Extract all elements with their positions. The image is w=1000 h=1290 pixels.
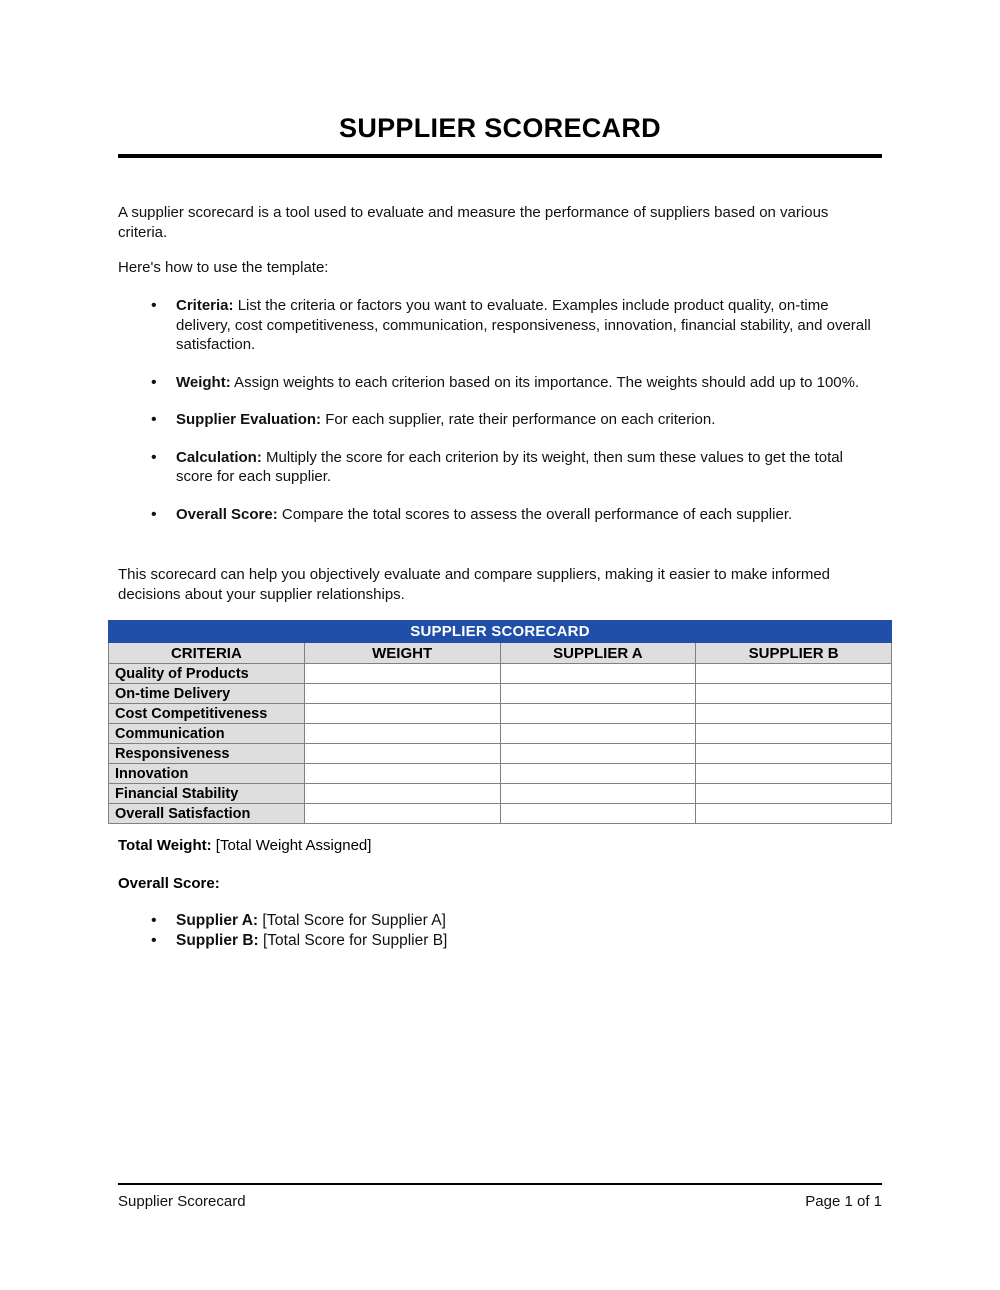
criteria-label: Cost Competitiveness bbox=[109, 704, 305, 724]
column-header-weight: WEIGHT bbox=[304, 643, 500, 664]
weight-input-cell[interactable] bbox=[304, 804, 500, 824]
list-item-term: Criteria: bbox=[176, 297, 234, 314]
supplier-b-input-cell[interactable] bbox=[696, 664, 892, 684]
supplier-b-input-cell[interactable] bbox=[696, 784, 892, 804]
bullet-icon: • bbox=[151, 373, 157, 391]
list-item-text: For each supplier, rate their performance on each criterion. bbox=[321, 411, 716, 428]
intro-paragraph: A supplier scorecard is a tool used to evaluate and measure the performance of suppliers based on various criteria. bbox=[118, 204, 829, 241]
supplier-a-input-cell[interactable] bbox=[500, 684, 696, 704]
footer-document-name: Supplier Scorecard bbox=[118, 1193, 246, 1210]
weight-input-cell[interactable] bbox=[304, 704, 500, 724]
supplier-b-score-value: [Total Score for Supplier B] bbox=[258, 932, 448, 949]
table-banner-title: SUPPLIER SCORECARD bbox=[109, 621, 892, 643]
instructions-list bbox=[118, 296, 878, 542]
bullet-icon: • bbox=[151, 411, 157, 428]
table-row bbox=[109, 764, 892, 784]
footer-page-number: Page 1 of 1 bbox=[805, 1193, 882, 1210]
bullet-icon: • bbox=[151, 932, 157, 949]
list-item bbox=[118, 505, 878, 525]
weight-input-cell[interactable] bbox=[304, 784, 500, 804]
criteria-label: Innovation bbox=[109, 764, 305, 784]
list-item bbox=[118, 911, 858, 931]
list-item bbox=[118, 373, 878, 393]
page-title: SUPPLIER SCORECARD bbox=[339, 113, 661, 143]
supplier-a-input-cell[interactable] bbox=[500, 724, 696, 744]
supplier-b-input-cell[interactable] bbox=[696, 684, 892, 704]
bullet-icon: • bbox=[151, 912, 157, 929]
supplier-b-label: Supplier B: bbox=[176, 932, 259, 949]
supplier-b-input-cell[interactable] bbox=[696, 704, 892, 724]
list-item-term: Calculation: bbox=[176, 448, 262, 466]
list-item-term: Weight: bbox=[176, 373, 231, 391]
total-weight-line bbox=[118, 836, 858, 856]
totals-block bbox=[118, 836, 858, 911]
criteria-label: Communication bbox=[109, 724, 305, 744]
table-row bbox=[109, 684, 892, 704]
closing-paragraph: This scorecard can help you objectively evaluate and compare suppliers, making it easier to make informed decisions about your supplier relationships. bbox=[118, 566, 831, 603]
overall-score-label: Overall Score: bbox=[118, 874, 220, 892]
table-row bbox=[109, 704, 892, 724]
supplier-b-input-cell[interactable] bbox=[696, 744, 892, 764]
weight-input-cell[interactable] bbox=[304, 664, 500, 684]
weight-input-cell[interactable] bbox=[304, 724, 500, 744]
list-item-term: Supplier Evaluation: bbox=[176, 411, 322, 428]
list-item-text: List the criteria or factors you want to evaluate. Examples include product quality, on-time delivery, cost competitiveness, communication, responsiveness, innovation, financial stability, and overall satisfaction. bbox=[176, 297, 871, 353]
howto-lead-in: Here's how to use the template: bbox=[118, 259, 329, 276]
criteria-label: Responsiveness bbox=[109, 744, 305, 764]
table-banner-row bbox=[109, 621, 892, 643]
total-weight-value: [Total Weight Assigned] bbox=[211, 837, 372, 854]
column-header-supplier-a: SUPPLIER A bbox=[500, 643, 696, 664]
footer-divider bbox=[118, 1183, 882, 1185]
table-row bbox=[109, 804, 892, 824]
table-row bbox=[109, 784, 892, 804]
supplier-a-input-cell[interactable] bbox=[500, 744, 696, 764]
supplier-a-input-cell[interactable] bbox=[500, 804, 696, 824]
table-row bbox=[109, 664, 892, 684]
list-item bbox=[118, 931, 858, 951]
list-item bbox=[118, 410, 878, 430]
weight-input-cell[interactable] bbox=[304, 764, 500, 784]
supplier-a-input-cell[interactable] bbox=[500, 664, 696, 684]
list-item-text: Assign weights to each criterion based on its importance. The weights should add up to 100%. bbox=[230, 373, 860, 391]
overall-score-line bbox=[118, 874, 858, 894]
title-divider bbox=[118, 154, 882, 158]
criteria-label: Financial Stability bbox=[109, 784, 305, 804]
supplier-a-score-value: [Total Score for Supplier A] bbox=[258, 912, 446, 929]
bullet-icon: • bbox=[151, 297, 157, 314]
overall-score-list bbox=[118, 911, 858, 951]
criteria-label: Overall Satisfaction bbox=[109, 804, 305, 824]
total-weight-label: Total Weight: bbox=[118, 837, 212, 854]
criteria-label: Quality of Products bbox=[109, 664, 305, 684]
supplier-b-input-cell[interactable] bbox=[696, 764, 892, 784]
supplier-b-input-cell[interactable] bbox=[696, 724, 892, 744]
list-item bbox=[118, 448, 878, 487]
weight-input-cell[interactable] bbox=[304, 684, 500, 704]
weight-input-cell[interactable] bbox=[304, 744, 500, 764]
supplier-b-input-cell[interactable] bbox=[696, 804, 892, 824]
bullet-icon: • bbox=[151, 448, 157, 466]
column-header-criteria: CRITERIA bbox=[109, 643, 305, 664]
criteria-label: On-time Delivery bbox=[109, 684, 305, 704]
supplier-a-input-cell[interactable] bbox=[500, 764, 696, 784]
table-row bbox=[109, 744, 892, 764]
supplier-a-input-cell[interactable] bbox=[500, 784, 696, 804]
list-item-term: Overall Score: bbox=[176, 505, 278, 523]
table-row bbox=[109, 724, 892, 744]
supplier-scorecard-table bbox=[108, 620, 892, 824]
supplier-a-label: Supplier A: bbox=[176, 912, 259, 929]
list-item-text: Multiply the score for each criterion by its weight, then sum these values to get the total score for each supplier. bbox=[176, 448, 843, 485]
list-item bbox=[118, 296, 878, 355]
supplier-a-input-cell[interactable] bbox=[500, 704, 696, 724]
table-header-row bbox=[109, 643, 892, 664]
list-item-text: Compare the total scores to assess the overall performance of each supplier. bbox=[277, 505, 793, 523]
bullet-icon: • bbox=[151, 505, 157, 523]
column-header-supplier-b: SUPPLIER B bbox=[696, 643, 892, 664]
